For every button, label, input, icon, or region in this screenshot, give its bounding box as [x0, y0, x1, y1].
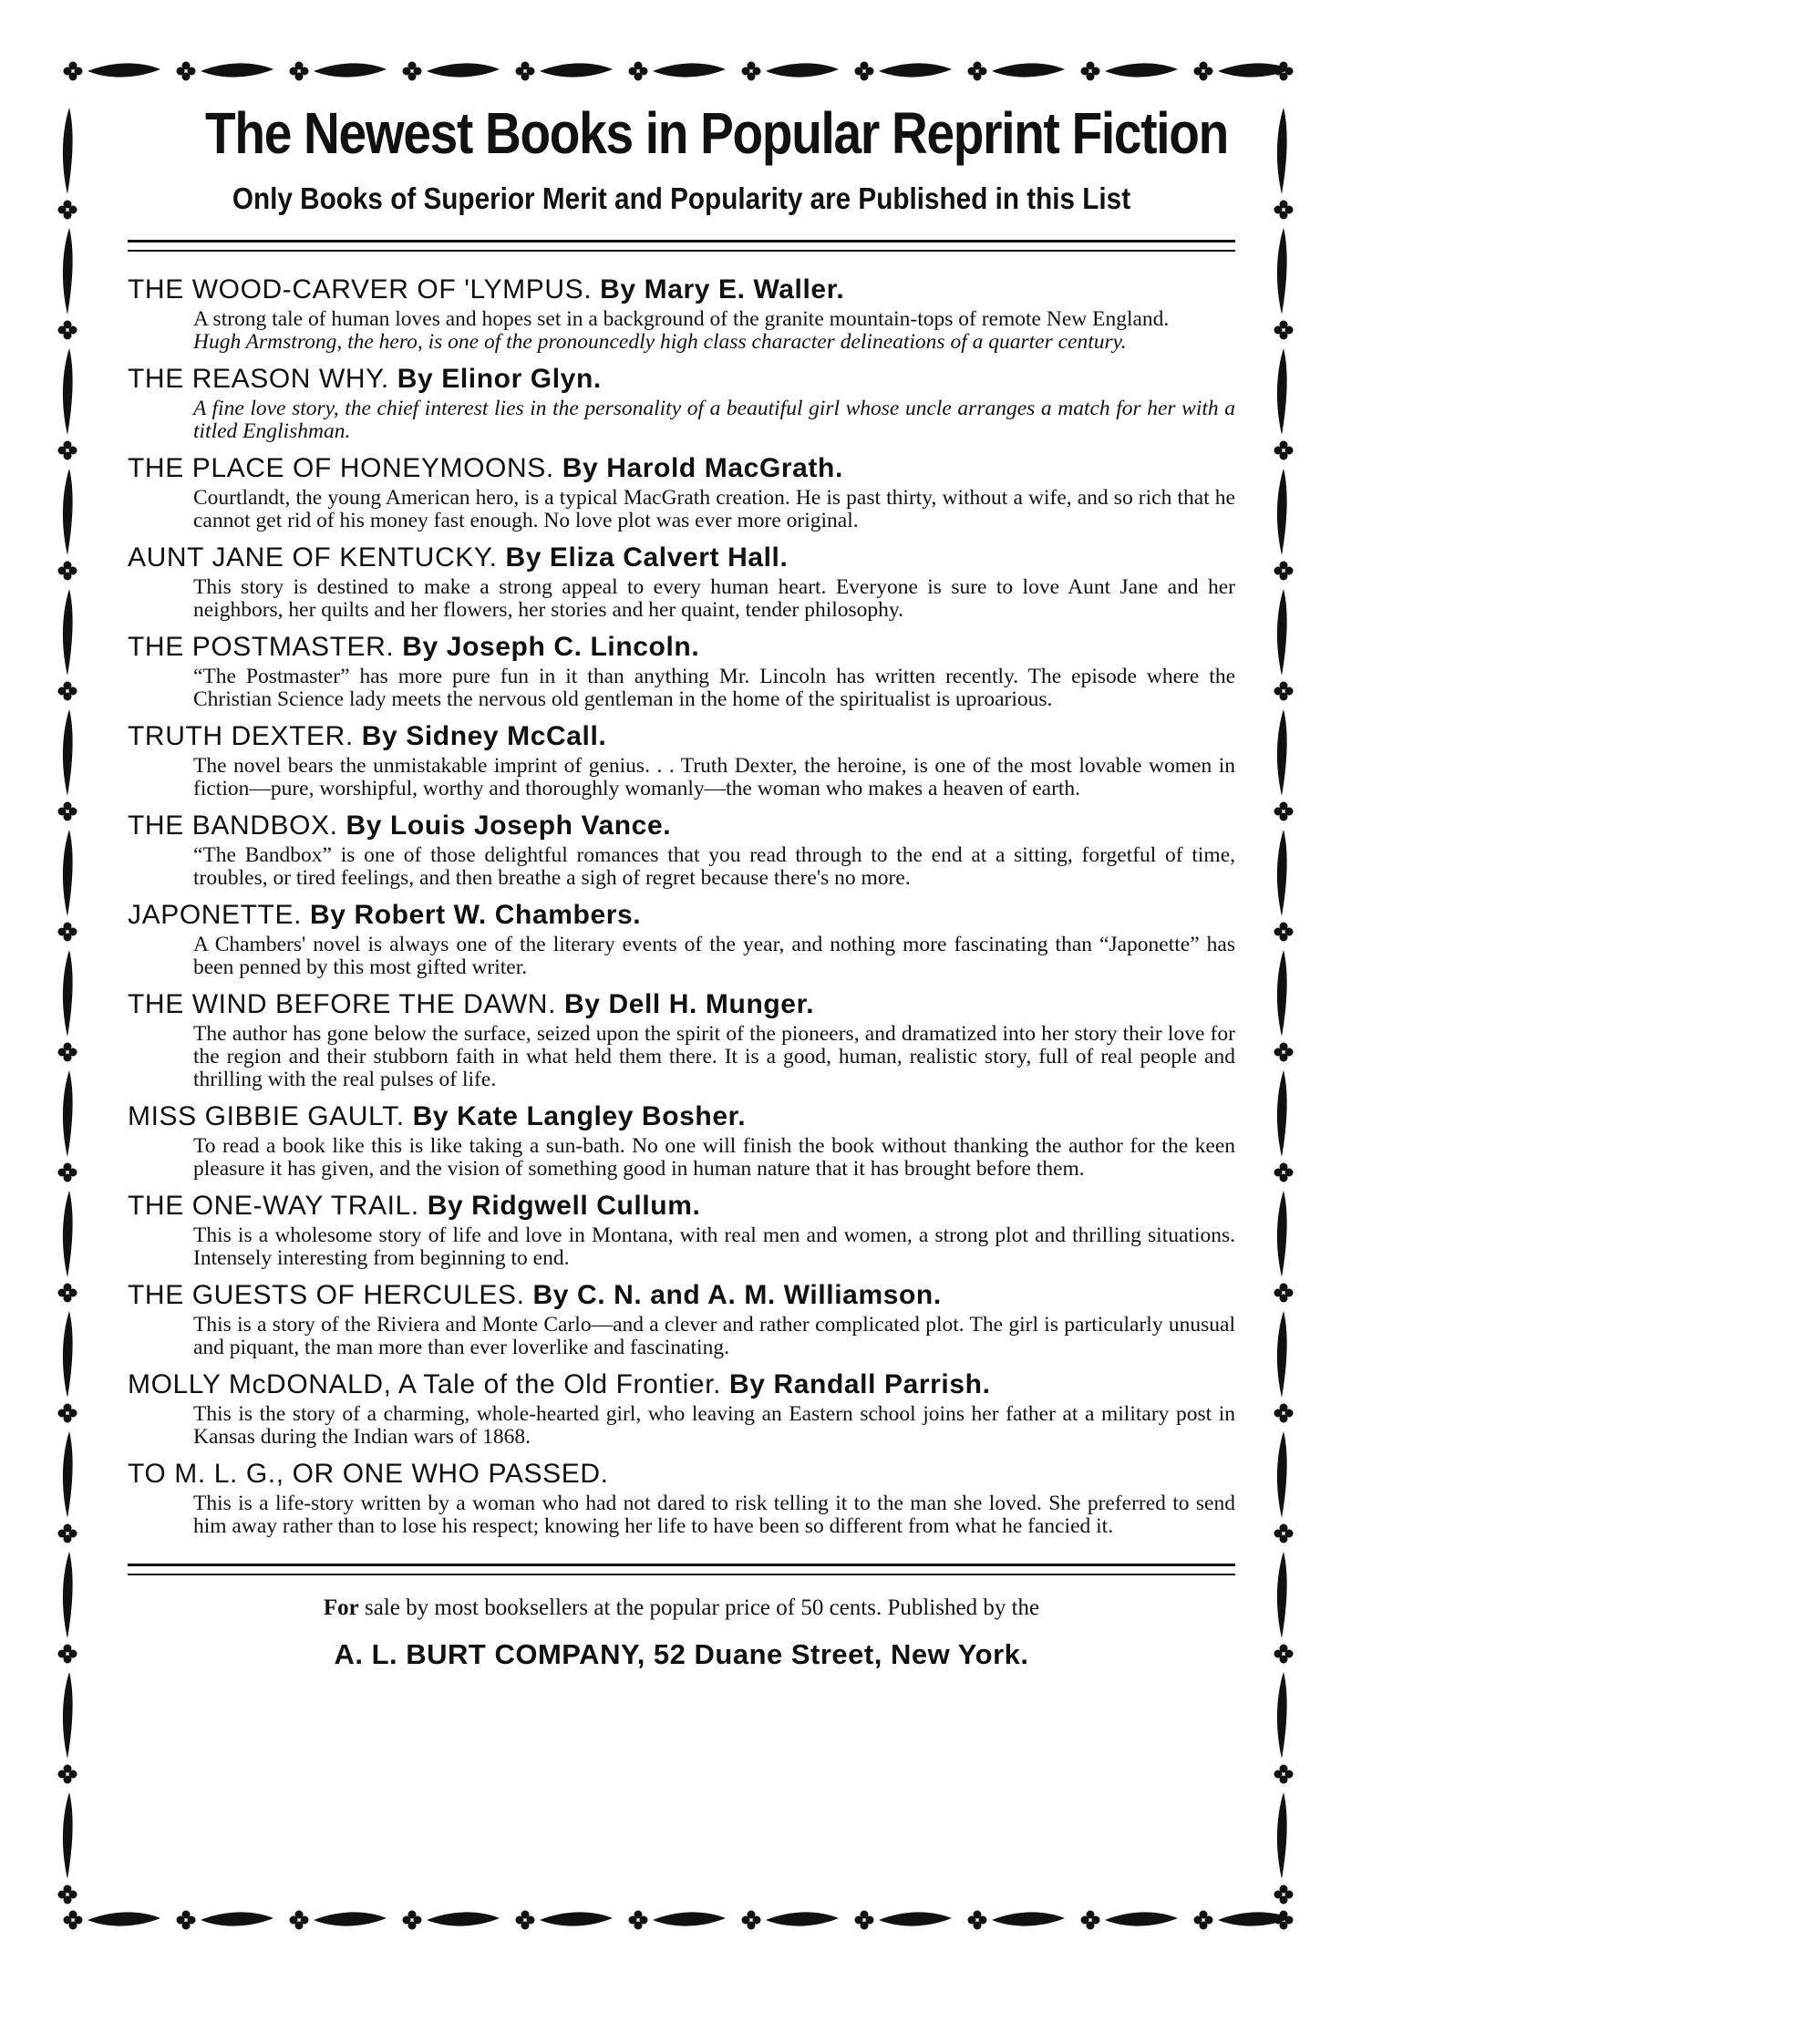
book-description — [193, 1135, 1235, 1181]
double-rule-top — [128, 240, 1235, 252]
book-description-text-2: Hugh Armstrong, the hero, is one of the pronouncedly high class character delineations of a quarter century. — [193, 330, 1127, 355]
border-swoosh-icon — [63, 469, 73, 555]
book-entry — [128, 1190, 1235, 1270]
book-title: THE REASON WHY. — [128, 364, 389, 395]
border-swoosh-icon — [63, 1792, 73, 1879]
border-swoosh-icon — [88, 63, 160, 77]
border-swoosh-icon — [653, 1912, 726, 1925]
book-author: By Randall Parrish. — [729, 1369, 991, 1400]
border-flower-icon — [1274, 321, 1294, 340]
book-description — [193, 755, 1235, 800]
book-description — [193, 1314, 1235, 1359]
book-description-text: The novel bears the unmistakable imprint of genius. . . Truth Dexter, the heroine, is one of the most lovable women in fiction—pure, worshipful, worthy and thoroughly womanly—the woman who makes a heaven of earth. — [193, 754, 1235, 801]
border-swoosh-icon — [653, 63, 726, 77]
border-swoosh-icon — [427, 1912, 500, 1925]
border-flower-icon — [58, 1645, 77, 1664]
border-swoosh-icon — [63, 1431, 73, 1518]
border-swoosh-icon — [1277, 108, 1287, 194]
border-swoosh-icon — [1277, 1792, 1287, 1879]
border-swoosh-icon — [1277, 1070, 1287, 1157]
book-author: By Dell H. Munger. — [563, 989, 815, 1020]
book-entry — [128, 274, 1235, 354]
book-description — [193, 487, 1235, 532]
double-rule-bottom — [128, 1564, 1235, 1575]
book-description — [193, 1224, 1235, 1270]
border-swoosh-icon — [540, 1912, 613, 1925]
book-entry — [128, 988, 1235, 1091]
border-flower-icon — [1274, 1043, 1294, 1062]
border-flower-icon — [290, 62, 309, 81]
book-title: MISS GIBBIE GAULT. — [128, 1101, 405, 1132]
book-entry — [128, 363, 1235, 443]
page-title: The Newest Books in Popular Reprint Fiction — [205, 100, 1228, 166]
border-flower-icon — [1274, 923, 1294, 942]
border-flower-icon — [1274, 1645, 1294, 1664]
border-flower-icon — [742, 1911, 761, 1930]
border-flower-icon — [58, 802, 77, 821]
book-description-text: This is a wholesome story of life and love in Montana, with real men and women, a strong plot and thrilling situations. Intensely interesting from beginning to end. — [193, 1223, 1235, 1271]
book-author: By Elinor Glyn. — [397, 364, 602, 395]
book-description — [193, 1023, 1235, 1091]
border-swoosh-icon — [1105, 63, 1178, 77]
border-swoosh-icon — [427, 63, 500, 77]
book-author: By Robert W. Chambers. — [309, 900, 642, 931]
border-flower-icon — [1274, 1885, 1294, 1905]
border-flower-icon — [516, 1911, 535, 1930]
border-swoosh-icon — [1277, 228, 1287, 315]
border-swoosh-icon — [63, 830, 73, 916]
border-flower-icon — [403, 62, 422, 81]
book-description-text: Courtlandt, the young American hero, is a typical MacGrath creation. He is past thirty, without a wife, and so rich that he cannot get rid of his money fast enough. No love plot was ever more original. — [193, 486, 1235, 533]
book-heading — [128, 1100, 1235, 1133]
border-flower-icon — [58, 923, 77, 942]
book-entry — [128, 631, 1235, 711]
border-swoosh-icon — [63, 228, 73, 315]
border-flower-icon — [58, 1284, 77, 1303]
book-description-text: This is the story of a charming, whole-hearted girl, who leaving an Eastern school joins her father at a military post in Kansas during the Indian wars of 1868. — [193, 1402, 1235, 1450]
border-swoosh-icon — [1277, 589, 1287, 676]
book-entry — [128, 1100, 1235, 1181]
border-flower-icon — [1274, 682, 1294, 701]
book-author: By Kate Langley Bosher. — [412, 1101, 747, 1132]
border-swoosh-icon — [879, 63, 952, 77]
book-title: THE WOOD-CARVER OF 'LYMPUS. — [128, 274, 593, 305]
book-description — [193, 666, 1235, 711]
book-description-text: The author has gone below the surface, seized upon the spirit of the pioneers, and dramatized into her story their love for the region and their stubborn faith in what held them there. It is a good, human, realistic story, full of real people and thrilling with the real pulses of life. — [193, 1022, 1235, 1092]
border-flower-icon — [58, 201, 77, 220]
book-title: MOLLY McDONALD, A Tale of the Old Frontier. — [128, 1369, 722, 1400]
border-swoosh-icon — [1277, 950, 1287, 1037]
advertisement-page — [128, 100, 1235, 1671]
border-flower-icon — [58, 1043, 77, 1062]
border-flower-icon — [64, 62, 83, 81]
border-flower-icon — [1194, 62, 1213, 81]
border-flower-icon — [1274, 441, 1294, 460]
book-heading — [128, 899, 1235, 932]
border-swoosh-icon — [63, 950, 73, 1037]
border-swoosh-icon — [63, 1311, 73, 1398]
border-flower-icon — [58, 562, 77, 581]
border-swoosh-icon — [63, 1552, 73, 1638]
border-swoosh-icon — [201, 63, 273, 77]
border-swoosh-icon — [1277, 1672, 1287, 1759]
border-swoosh-icon — [1277, 1431, 1287, 1518]
book-heading — [128, 631, 1235, 664]
border-swoosh-icon — [88, 1912, 160, 1925]
book-description — [193, 1403, 1235, 1449]
border-flower-icon — [855, 62, 874, 81]
book-description-text: A fine love story, the chief interest lies in the personality of a beautiful girl whose uncle arranges a match for her with a titled Englishman. — [193, 397, 1235, 444]
book-title: JAPONETTE. — [128, 900, 303, 931]
border-flower-icon — [58, 1404, 77, 1423]
book-author: By C. N. and A. M. Williamson. — [532, 1280, 942, 1311]
border-swoosh-icon — [63, 1191, 73, 1277]
border-flower-icon — [58, 1765, 77, 1784]
border-flower-icon — [1274, 1404, 1294, 1423]
border-left — [58, 108, 77, 1905]
book-description-text: “The Bandbox” is one of those delightful romances that you read through to the end at a sitting, forgetful of time, troubles, or tired feelings, and then breathe a sigh of regret because there's no more. — [193, 843, 1235, 891]
border-flower-icon — [968, 1911, 987, 1930]
book-description-text: This story is destined to make a strong appeal to every human heart. Everyone is sure to love Aunt Jane and her neighbors, her quilts and her flowers, her stories and her quaint, tender philosophy. — [193, 575, 1235, 623]
border-swoosh-icon — [63, 589, 73, 676]
book-author: By Harold MacGrath. — [562, 453, 843, 484]
border-flower-icon — [1274, 1284, 1294, 1303]
border-swoosh-icon — [63, 1070, 73, 1157]
border-swoosh-icon — [314, 1912, 387, 1925]
publisher-address: A. L. BURT COMPANY, 52 Duane Street, New York. — [334, 1638, 1029, 1671]
border-swoosh-icon — [1277, 1552, 1287, 1638]
border-flower-icon — [1274, 802, 1294, 821]
border-right — [1274, 108, 1294, 1905]
book-author: By Louis Joseph Vance. — [346, 810, 672, 841]
book-entry — [128, 1279, 1235, 1359]
border-flower-icon — [58, 1524, 77, 1543]
border-swoosh-icon — [201, 1912, 273, 1925]
book-heading — [128, 1368, 1235, 1401]
book-author: By Sidney McCall. — [361, 721, 607, 752]
border-flower-icon — [64, 1911, 83, 1930]
book-description-text: “The Postmaster” has more pure fun in it than anything Mr. Lincoln has written recently. The episode where the Christian Science lady meets the nervous old gentleman in the home of the spiritualist is uproarious. — [193, 665, 1235, 712]
book-entry — [128, 720, 1235, 800]
sale-notice-prefix: For — [323, 1595, 359, 1621]
border-flower-icon — [629, 62, 648, 81]
book-description — [193, 576, 1235, 622]
book-heading — [128, 363, 1235, 396]
border-swoosh-icon — [63, 108, 73, 194]
border-flower-icon — [1081, 1911, 1100, 1930]
book-description-text: This is a life-story written by a woman who had not dared to risk telling it to the man she loved. She preferred to send him away rather than to lose his respect; knowing her life to have been so different from what he fancied it. — [193, 1492, 1235, 1539]
border-swoosh-icon — [1277, 830, 1287, 916]
border-swoosh-icon — [1105, 1912, 1178, 1925]
border-flower-icon — [1081, 62, 1100, 81]
book-title: THE GUESTS OF HERCULES. — [128, 1280, 525, 1311]
border-swoosh-icon — [1277, 469, 1287, 555]
book-title: THE PLACE OF HONEYMOONS. — [128, 453, 554, 484]
border-flower-icon — [1274, 562, 1294, 581]
book-heading — [128, 542, 1235, 574]
border-flower-icon — [629, 1911, 648, 1930]
border-swoosh-icon — [63, 709, 73, 796]
book-heading — [128, 452, 1235, 485]
book-heading — [128, 274, 1235, 306]
book-description-text: To read a book like this is like taking a sun-bath. No one will finish the book without thanking the author for the keen pleasure it has given, and the vision of something good in human nature that it has brought before them. — [193, 1134, 1235, 1182]
border-swoosh-icon — [766, 63, 839, 77]
border-flower-icon — [742, 62, 761, 81]
border-swoosh-icon — [1277, 709, 1287, 796]
book-description-text: A strong tale of human loves and hopes set in a background of the granite mountain-tops of remote New England. — [193, 307, 1170, 332]
border-swoosh-icon — [1277, 1311, 1287, 1398]
book-entry — [128, 452, 1235, 532]
border-flower-icon — [58, 321, 77, 340]
border-swoosh-icon — [314, 63, 387, 77]
border-swoosh-icon — [879, 1912, 952, 1925]
book-author: By Eliza Calvert Hall. — [505, 542, 789, 573]
border-flower-icon — [58, 441, 77, 460]
book-title: TO M. L. G., OR ONE WHO PASSED. — [128, 1459, 609, 1490]
book-description — [193, 844, 1235, 890]
border-swoosh-icon — [992, 1912, 1065, 1925]
book-entry — [128, 1458, 1235, 1538]
book-description — [193, 1492, 1235, 1538]
book-description — [193, 934, 1235, 979]
border-flower-icon — [1274, 201, 1294, 220]
book-heading — [128, 1458, 1235, 1491]
sale-notice — [128, 1592, 1235, 1624]
border-flower-icon — [177, 1911, 196, 1930]
border-swoosh-icon — [992, 63, 1065, 77]
book-entry — [128, 810, 1235, 890]
book-entry — [128, 542, 1235, 622]
book-heading — [128, 1279, 1235, 1312]
book-title: THE POSTMASTER. — [128, 632, 395, 663]
border-flower-icon — [177, 62, 196, 81]
border-flower-icon — [58, 682, 77, 701]
border-swoosh-icon — [63, 1672, 73, 1759]
book-heading — [128, 988, 1235, 1021]
border-swoosh-icon — [540, 63, 613, 77]
book-author: By Joseph C. Lincoln. — [402, 632, 700, 663]
border-top — [64, 62, 1294, 81]
book-title: THE BANDBOX. — [128, 810, 338, 841]
book-description-text: A Chambers' novel is always one of the literary events of the year, and nothing more fascinating than “Japonette” has been penned by this most gifted writer. — [193, 933, 1235, 980]
book-heading — [128, 720, 1235, 753]
border-flower-icon — [1274, 1524, 1294, 1543]
book-title: TRUTH DEXTER. — [128, 721, 354, 752]
page-subtitle: Only Books of Superior Merit and Popularity are Published in this List — [232, 181, 1131, 215]
book-entry — [128, 1368, 1235, 1449]
book-description — [193, 308, 1235, 354]
border-flower-icon — [1274, 1163, 1294, 1182]
border-bottom — [64, 1911, 1294, 1930]
border-swoosh-icon — [766, 1912, 839, 1925]
border-flower-icon — [290, 1911, 309, 1930]
border-flower-icon — [855, 1911, 874, 1930]
book-title: THE ONE-WAY TRAIL. — [128, 1191, 419, 1222]
book-description-text: This is a story of the Riviera and Monte Carlo—and a clever and rather complicated plot. The girl is particularly unusual and piquant, the man more than ever loverlike and fascinating. — [193, 1313, 1235, 1360]
border-flower-icon — [58, 1885, 77, 1905]
sale-notice-text: sale by most booksellers at the popular price of 50 cents. Published by the — [365, 1595, 1040, 1621]
book-title: AUNT JANE OF KENTUCKY. — [128, 542, 498, 573]
book-author: By Mary E. Waller. — [600, 274, 845, 305]
border-flower-icon — [403, 1911, 422, 1930]
border-flower-icon — [968, 62, 987, 81]
border-swoosh-icon — [1277, 348, 1287, 435]
border-flower-icon — [58, 1163, 77, 1182]
book-list — [128, 274, 1235, 1538]
border-flower-icon — [1274, 1765, 1294, 1784]
border-flower-icon — [1194, 1911, 1213, 1930]
border-flower-icon — [516, 62, 535, 81]
book-entry — [128, 899, 1235, 979]
book-author: By Ridgwell Cullum. — [427, 1191, 701, 1222]
book-heading — [128, 1190, 1235, 1223]
book-title: THE WIND BEFORE THE DAWN. — [128, 989, 557, 1020]
book-heading — [128, 810, 1235, 842]
border-swoosh-icon — [1277, 1191, 1287, 1277]
border-swoosh-icon — [63, 348, 73, 435]
book-description — [193, 397, 1235, 443]
